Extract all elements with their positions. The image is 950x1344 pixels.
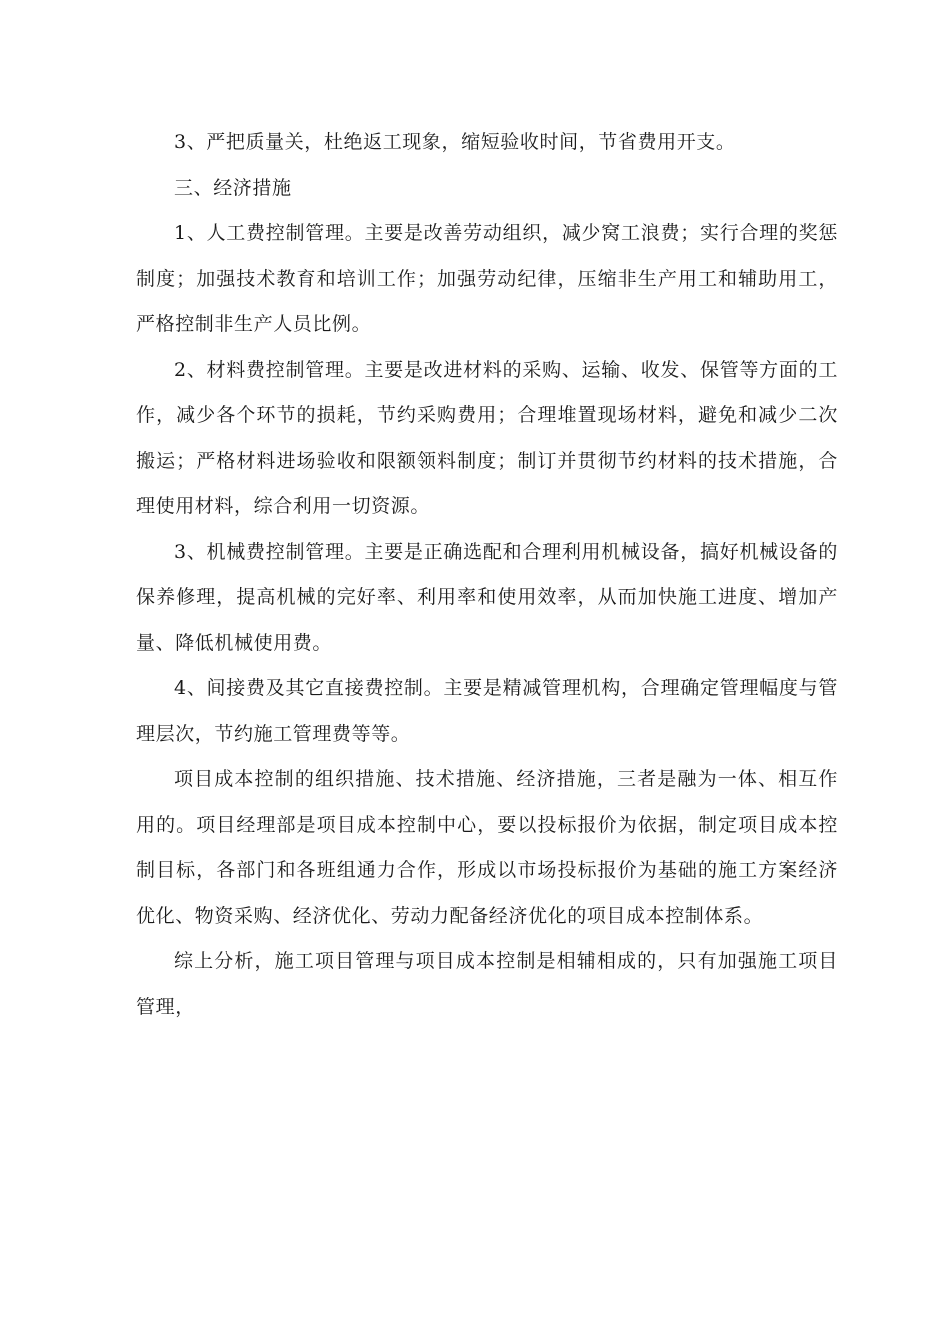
paragraph-labor-cost: 1、人工费控制管理。主要是改善劳动组织，减少窝工浪费；实行合理的奖惩制度；加强技术教育和培训工作；加强劳动纪律，压缩非生产用工和辅助用工，严格控制非生产人员比例。 [136, 222, 838, 335]
body-text [136, 120, 838, 1030]
paragraph-summary: 综上分析，施工项目管理与项目成本控制是相辅相成的，只有加强施工项目管理， [136, 950, 838, 1018]
paragraph-indirect-cost: 4、间接费及其它直接费控制。主要是精减管理机构，合理确定管理幅度与管理层次，节约施工管理费等等。 [136, 677, 838, 745]
paragraph-material-cost: 2、材料费控制管理。主要是改进材料的采购、运输、收发、保管等方面的工作，减少各个环节的损耗，节约采购费用；合理堆置现场材料，避免和减少二次搬运；严格材料进场验收和限额领料制度；制订并贯彻节约材料的技术措施，合理使用材料，综合利用一切资源。 [136, 358, 838, 517]
paragraph-machinery-cost: 3、机械费控制管理。主要是正确选配和合理利用机械设备，搞好机械设备的保养修理，提高机械的完好率、利用率和使用效率，从而加快施工进度、增加产量、降低机械使用费。 [136, 540, 838, 654]
paragraph-quality-control: 3、严把质量关，杜绝返工现象，缩短验收时间，节省费用开支。 [174, 131, 736, 153]
section-heading-economic-measures: 三、经济措施 [174, 176, 292, 199]
paragraph-cost-control-system: 项目成本控制的组织措施、技术措施、经济措施，三者是融为一体、相互作用的。项目经理部是项目成本控制中心，要以投标报价为依据，制定项目成本控制目标，各部门和各班组通力合作，形成以市场投标报价为基础的施工方案经济优化、物资采购、经济优化、劳动力配备经济优化的项目成本控制体系。 [136, 768, 838, 927]
